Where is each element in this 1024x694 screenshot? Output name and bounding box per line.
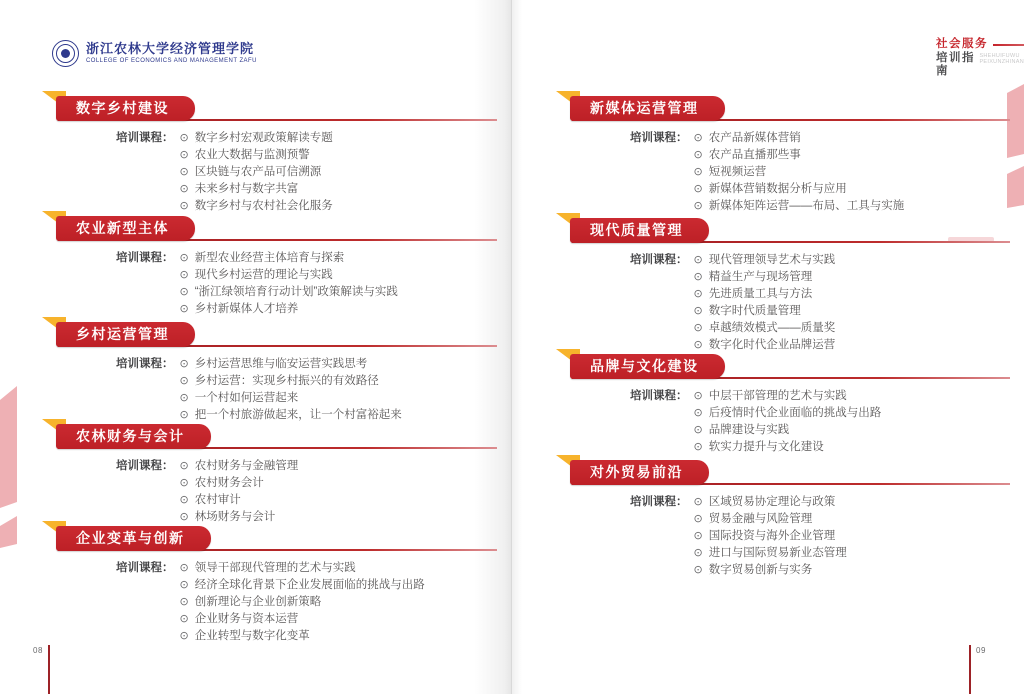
section-title-banner <box>570 218 709 243</box>
section-title-banner <box>56 96 195 121</box>
course-item-text: 进口与国际贸易新业态管理 <box>708 547 847 559</box>
course-list-label: 培训课程： <box>116 132 174 144</box>
course-item <box>694 528 847 545</box>
course-item <box>694 388 882 405</box>
course-item-text: 数字乡村宏观政策解读专题 <box>194 132 333 144</box>
course-item <box>694 494 847 511</box>
bullet-circle-icon: ⊙ <box>693 547 703 559</box>
bullet-circle-icon: ⊙ <box>179 286 189 298</box>
section-banner-row <box>558 218 1010 243</box>
course-item <box>180 577 425 594</box>
bullet-circle-icon: ⊙ <box>179 477 189 489</box>
course-item <box>180 407 402 424</box>
section-title: 对外贸易前沿 <box>590 464 683 480</box>
bullet-circle-icon: ⊙ <box>693 166 703 178</box>
course-item-text: 数字贸易创新与实务 <box>708 564 813 576</box>
course-item-text: “浙江绿领培育行动计划”政策解读与实践 <box>194 286 398 298</box>
course-list-label: 培训课程： <box>116 460 174 472</box>
course-section <box>44 216 497 318</box>
course-list <box>688 130 905 215</box>
bullet-circle-icon: ⊙ <box>179 252 189 264</box>
bullet-circle-icon: ⊙ <box>179 409 189 421</box>
bullet-circle-icon: ⊙ <box>179 613 189 625</box>
course-list <box>688 388 882 456</box>
course-item-text: 数字化时代企业品牌运营 <box>708 339 836 351</box>
section-title-banner <box>570 96 725 121</box>
course-item-text: 乡村运营：实现乡村振兴的有效路径 <box>194 375 379 387</box>
masthead <box>936 38 1024 78</box>
bullet-circle-icon: ⊙ <box>179 358 189 370</box>
college-name-en: COLLEGE OF ECONOMICS AND MANAGEMENT ZAFU <box>86 57 257 64</box>
course-item <box>694 198 905 215</box>
course-list <box>174 458 299 526</box>
masthead-row-1 <box>936 38 1024 51</box>
section-title-banner <box>56 216 195 241</box>
course-list-label: 培训课程： <box>116 358 174 370</box>
bullet-circle-icon: ⊙ <box>179 596 189 608</box>
course-item-text: 经济全球化背景下企业发展面临的挑战与出路 <box>194 579 425 591</box>
bullet-circle-icon: ⊙ <box>179 375 189 387</box>
course-item <box>694 303 836 320</box>
course-list <box>174 560 425 645</box>
bullet-circle-icon: ⊙ <box>693 407 703 419</box>
section-title-banner <box>56 424 211 449</box>
bullet-circle-icon: ⊙ <box>179 494 189 506</box>
course-item <box>180 390 402 407</box>
page-number-left: 08 <box>33 646 43 655</box>
course-item-text: 品牌建设与实践 <box>708 424 790 436</box>
bullet-circle-icon: ⊙ <box>693 149 703 161</box>
course-item-text: 数字时代质量管理 <box>708 305 801 317</box>
course-list-label: 培训课程： <box>630 390 688 402</box>
course-section <box>558 96 1010 215</box>
section-banner-row <box>558 354 1010 379</box>
course-section <box>44 96 497 215</box>
page-number-right: 09 <box>976 646 986 655</box>
section-title: 数字乡村建设 <box>76 100 169 116</box>
course-list-block <box>44 130 497 215</box>
right-edge-ribbon <box>1007 84 1024 208</box>
masthead-subtitle: 培训指南 <box>936 52 975 77</box>
bullet-circle-icon: ⊙ <box>693 339 703 351</box>
section-title: 农业新型主体 <box>76 220 169 236</box>
course-item <box>694 562 847 579</box>
section-banner-row <box>558 460 1010 485</box>
bullet-circle-icon: ⊙ <box>693 390 703 402</box>
masthead-pinyin-line2: PEIXUNZHINAN <box>979 59 1024 65</box>
course-item-text: 一个村如何运营起来 <box>194 392 299 404</box>
course-list <box>688 252 836 354</box>
bullet-circle-icon: ⊙ <box>693 424 703 436</box>
bullet-circle-icon: ⊙ <box>179 269 189 281</box>
course-list <box>688 494 847 579</box>
course-section <box>558 218 1010 354</box>
course-item-text: 国际投资与海外企业管理 <box>708 530 836 542</box>
course-item-text: 农产品新媒体营销 <box>708 132 801 144</box>
course-item-text: 农村财务与金融管理 <box>194 460 299 472</box>
course-item-text: 现代乡村运营的理论与实践 <box>194 269 333 281</box>
course-item <box>694 511 847 528</box>
page-right <box>512 0 1024 694</box>
bullet-circle-icon: ⊙ <box>693 305 703 317</box>
course-item <box>694 320 836 337</box>
bullet-circle-icon: ⊙ <box>179 630 189 642</box>
course-item <box>694 269 836 286</box>
college-emblem-icon <box>52 40 79 67</box>
course-list <box>174 356 402 424</box>
course-item-text: 乡村运营思维与临安运营实践思考 <box>194 358 368 370</box>
course-item <box>694 439 882 456</box>
bullet-circle-icon: ⊙ <box>693 254 703 266</box>
bullet-circle-icon: ⊙ <box>179 460 189 472</box>
course-item <box>180 611 425 628</box>
course-section <box>558 354 1010 456</box>
course-item <box>180 284 398 301</box>
course-list-label: 培训课程： <box>630 132 688 144</box>
course-list-block <box>44 458 497 526</box>
course-item <box>180 373 402 390</box>
course-item <box>180 628 425 645</box>
college-name-cn: 浙江农林大学经济管理学院 <box>86 41 255 57</box>
course-item-text: 先进质量工具与方法 <box>708 288 813 300</box>
bullet-circle-icon: ⊙ <box>693 271 703 283</box>
bullet-circle-icon: ⊙ <box>693 441 703 453</box>
section-banner-row <box>44 424 497 449</box>
bullet-circle-icon: ⊙ <box>179 579 189 591</box>
page-gutter-divider <box>511 0 512 694</box>
course-list-block <box>558 494 1010 579</box>
course-item-text: 把一个村旅游做起来，让一个村富裕起来 <box>194 409 402 421</box>
course-item-text: 卓越绩效模式——质量奖 <box>708 322 836 334</box>
course-item-text: 乡村新媒体人才培养 <box>194 303 299 315</box>
course-item <box>694 181 905 198</box>
section-title-banner <box>570 354 725 379</box>
course-item <box>180 492 299 509</box>
course-item <box>694 545 847 562</box>
course-item-text: 中层干部管理的艺术与实践 <box>708 390 847 402</box>
course-list <box>174 130 333 215</box>
masthead-accent-line <box>993 44 1024 46</box>
course-item <box>694 422 882 439</box>
course-item-text: 精益生产与现场管理 <box>708 271 813 283</box>
bullet-circle-icon: ⊙ <box>179 562 189 574</box>
bullet-circle-icon: ⊙ <box>693 564 703 576</box>
course-item-text: 后疫情时代企业面临的挑战与出路 <box>708 407 882 419</box>
course-item <box>180 250 398 267</box>
course-item-text: 林场财务与会计 <box>194 511 276 523</box>
course-item <box>694 405 882 422</box>
course-item-text: 数字乡村与农村社会化服务 <box>194 200 333 212</box>
left-ribbon-segment-2 <box>0 516 17 548</box>
course-item-text: 软实力提升与文化建设 <box>708 441 824 453</box>
bullet-circle-icon: ⊙ <box>179 166 189 178</box>
section-title-banner <box>56 322 195 347</box>
college-logo <box>52 40 257 67</box>
course-item <box>180 198 333 215</box>
left-edge-ribbon <box>0 386 17 548</box>
course-item-text: 农业大数据与监测预警 <box>194 149 310 161</box>
bullet-circle-icon: ⊙ <box>179 392 189 404</box>
section-title: 企业变革与创新 <box>76 530 185 546</box>
course-item-text: 创新理论与企业创新策略 <box>194 596 322 608</box>
course-list-label: 培训课程： <box>630 496 688 508</box>
course-list-block <box>44 560 497 645</box>
course-item-text: 农村财务会计 <box>194 477 264 489</box>
bullet-circle-icon: ⊙ <box>693 132 703 144</box>
course-section <box>44 424 497 526</box>
course-item-text: 区块链与农产品可信溯源 <box>194 166 322 178</box>
course-item-text: 企业转型与数字化变革 <box>194 630 310 642</box>
course-item-text: 农村审计 <box>194 494 241 506</box>
section-banner-row <box>558 96 1010 121</box>
course-item-text: 农产品直播那些事 <box>708 149 801 161</box>
bullet-circle-icon: ⊙ <box>179 511 189 523</box>
course-item-text: 新媒体营销数据分析与应用 <box>708 183 847 195</box>
masthead-pinyin <box>979 53 1024 65</box>
section-banner-row <box>44 96 497 121</box>
course-list-label: 培训课程： <box>116 252 174 264</box>
course-section <box>44 322 497 424</box>
bullet-circle-icon: ⊙ <box>693 496 703 508</box>
course-section <box>44 526 497 645</box>
course-list-block <box>44 356 497 424</box>
course-item-text: 贸易金融与风险管理 <box>708 513 813 525</box>
course-item <box>180 130 333 147</box>
left-ribbon-segment-1 <box>0 386 17 508</box>
course-item-text: 短视频运营 <box>708 166 767 178</box>
masthead-row-2 <box>936 52 1024 78</box>
college-logo-text <box>86 43 257 65</box>
course-list-block <box>558 388 1010 456</box>
course-item-text: 未来乡村与数字共富 <box>194 183 299 195</box>
masthead-title: 社会服务 <box>936 38 988 50</box>
course-item <box>694 130 905 147</box>
bullet-circle-icon: ⊙ <box>179 303 189 315</box>
right-ribbon-segment-1 <box>1007 84 1024 158</box>
section-banner-row <box>44 322 497 347</box>
course-item-text: 领导干部现代管理的艺术与实践 <box>194 562 356 574</box>
course-list-block <box>44 250 497 318</box>
bullet-circle-icon: ⊙ <box>693 183 703 195</box>
course-item <box>180 147 333 164</box>
course-list <box>174 250 398 318</box>
course-item <box>694 286 836 303</box>
course-list-block <box>558 130 1010 215</box>
section-title-banner <box>56 526 211 551</box>
course-item-text: 新型农业经营主体培育与探索 <box>194 252 345 264</box>
section-title: 现代质量管理 <box>590 222 683 238</box>
course-item-text: 新媒体矩阵运营——布局、工具与实施 <box>708 200 905 212</box>
masthead-pinyin-line1: SHEHUIFUWU <box>979 53 1020 59</box>
page-number-left-rule <box>48 645 50 694</box>
course-item <box>694 337 836 354</box>
course-item <box>180 164 333 181</box>
course-item <box>694 252 836 269</box>
section-title: 乡村运营管理 <box>76 326 169 342</box>
bullet-circle-icon: ⊙ <box>179 149 189 161</box>
course-item-text: 企业财务与资本运营 <box>194 613 299 625</box>
bullet-circle-icon: ⊙ <box>693 322 703 334</box>
course-list-label: 培训课程： <box>630 254 688 266</box>
section-title-banner <box>570 460 709 485</box>
section-title: 新媒体运营管理 <box>590 100 699 116</box>
page-number-right-rule <box>969 645 971 694</box>
course-section <box>558 460 1010 579</box>
right-ribbon-segment-2 <box>1007 166 1024 208</box>
course-item <box>180 458 299 475</box>
bullet-circle-icon: ⊙ <box>179 200 189 212</box>
course-item <box>180 267 398 284</box>
course-item <box>694 164 905 181</box>
course-list-label: 培训课程： <box>116 562 174 574</box>
bullet-circle-icon: ⊙ <box>693 530 703 542</box>
course-item <box>180 560 425 577</box>
course-item-text: 现代管理领导艺术与实践 <box>708 254 836 266</box>
course-item <box>180 181 333 198</box>
course-item <box>180 594 425 611</box>
bullet-circle-icon: ⊙ <box>179 183 189 195</box>
section-title: 品牌与文化建设 <box>590 358 699 374</box>
bullet-circle-icon: ⊙ <box>693 200 703 212</box>
course-item <box>180 301 398 318</box>
section-title: 农林财务与会计 <box>76 428 185 444</box>
bullet-circle-icon: ⊙ <box>179 132 189 144</box>
course-item <box>180 509 299 526</box>
section-banner-row <box>44 216 497 241</box>
course-list-block <box>558 252 1010 354</box>
course-item-text: 区域贸易协定理论与政策 <box>708 496 836 508</box>
section-banner-row <box>44 526 497 551</box>
bullet-circle-icon: ⊙ <box>693 513 703 525</box>
course-item <box>180 356 402 373</box>
course-item <box>694 147 905 164</box>
bullet-circle-icon: ⊙ <box>693 288 703 300</box>
course-item <box>180 475 299 492</box>
